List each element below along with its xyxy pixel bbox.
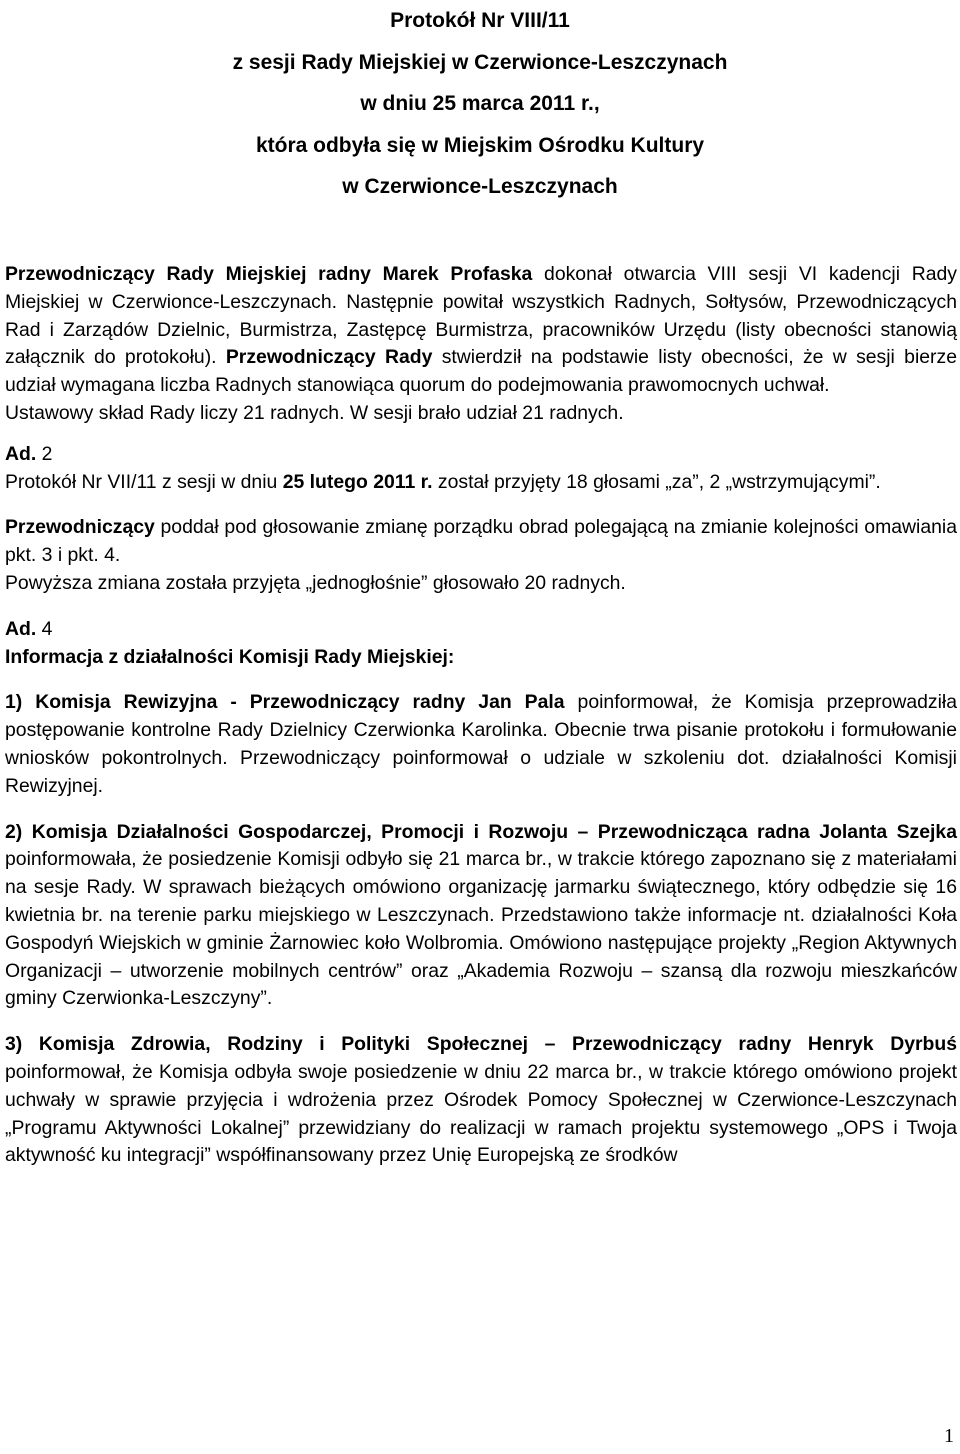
- title-line-3: w dniu 25 marca 2011 r.,: [360, 92, 600, 115]
- document-title: [0, 0, 960, 208]
- committee-2-paragraph: 2) Komisja Działalności Gospodarczej, Promocji i Rozwoju – Przewodnicząca radna Jolanta Szejka poinformowała, że posiedzenie Komisji odbyło się 21 marca br., w trakcie którego zapoznano się z materiałami na sesje Rady. W sprawach bieżących omówiono organizację jarmarku świątecznego, który odbędzie się 16 kwietnia br. na terenie parku miejskiego w Leszczynach. Przedstawiono także informacje nt. działalności Koła Gospodyń Wiejskich w gminie Żarnowiec koło Wolbromia. Omówiono następujące projekty „Region Aktywnych Organizacji – utworzenie mobilnych centrów” oraz „Akademia Rozwoju – szansą dla rozwoju mieszkańców gminy Czerwionka-Leszczyny”.: [5, 820, 957, 1010]
- opening-paragraph: [5, 261, 957, 400]
- ad4-subheading: Informacja z działalności Komisji Rady Miejskiej:: [5, 645, 455, 668]
- document-body: [5, 261, 957, 1170]
- ad2-heading: Ad. 2: [5, 442, 53, 465]
- title-line-1: Protokół Nr VIII/11: [390, 9, 570, 32]
- ad4-heading: Ad. 4: [5, 617, 53, 640]
- attendance-text: Ustawowy skład Rady liczy 21 radnych. W sesji brało udział 21 radnych.: [5, 401, 624, 424]
- order-vote-result: Powyższa zmiana została przyjęta „jednogłośnie” głosowało 20 radnych.: [5, 571, 626, 594]
- title-line-4: która odbyła się w Miejskim Ośrodku Kultury: [255, 133, 705, 157]
- ad2-date: 25 lutego 2011 r.: [282, 470, 433, 493]
- chairman-label: Przewodniczący Rady: [225, 346, 433, 369]
- committee-3-paragraph: 3) Komisja Zdrowia, Rodziny i Polityki Społecznej – Przewodniczący radny Henryk Dyrbuś poinformował, że Komisja odbyła swoje posiedzenie w dniu 22 marca br., w trakcie którego omówiono projekt uchwały w sprawie przyjęcia i wdrożenia przez Ośrodek Pomocy Społecznej w Czerwionce-Leszczynach „Programu Aktywności Lokalnej” przewidziany do realizacji w ramach projektu systemowego „OPS i Twoja aktywność ku integracji” współfinansowany przez Unię Europejską ze środków: [5, 1033, 957, 1167]
- order-change-paragraph: Przewodniczący poddał pod głosowanie zmianę porządku obrad polegającą na zmianie kolejności omawiania pkt. 3 i pkt. 4.: [5, 516, 957, 567]
- chairman-name: Przewodniczący Rady Miejskiej radny Marek Profaska: [5, 263, 533, 285]
- title-line-2: z sesji Rady Miejskiej w Czerwionce-Leszczynach: [232, 50, 728, 74]
- opening-text: dokonał otwarcia VIII sesji VI kadencji Rady Miejskiej w Czerwionce-Leszczynach. Następnie powitał wszystkich Radnych, Sołtysów, Przewodniczących Rad i Zarządów Dzielnic, Burmistrza, Zastępcę Burmistrza, pracowników Urzędu (listy obecności stanowią załącznik do protokołu).: [5, 263, 957, 369]
- committee-2-name: 2) Komisja Działalności Gospodarczej, Promocji i Rozwoju – Przewodnicząca radna Jolanta Szejka: [5, 820, 957, 843]
- ad2-paragraph: Protokół Nr VII/11 z sesji w dniu 25 lutego 2011 r. został przyjęty 18 głosami „za”, 2 „wstrzymującymi”.: [5, 470, 881, 493]
- title-line-5: w Czerwionce-Leszczynach: [342, 175, 618, 198]
- committee-3-name: 3) Komisja Zdrowia, Rodziny i Polityki Społecznej – Przewodniczący radny Henryk Dyrbuś: [5, 1033, 957, 1056]
- page-number: 1: [944, 1425, 954, 1447]
- committee-1-name: 1) Komisja Rewizyjna - Przewodniczący radny Jan Pala: [5, 691, 565, 714]
- quorum-text: stwierdził na podstawie listy obecności, że w sesji bierze udział wymagana liczba Radnych stanowiąca quorum do podejmowania prawomocnych uchwał.: [5, 346, 957, 397]
- committee-1-paragraph: 1) Komisja Rewizyjna - Przewodniczący radny Jan Pala poinformował, że Komisja przeprowadziła postępowanie kontrolne Rady Dzielnicy Czerwionka Karolinka. Obecnie trwa pisanie protokołu i formułowanie wniosków pokontrolnych. Przewodniczący poinformował o udziale w szkoleniu dot. działalności Komisji Rewizyjnej.: [5, 691, 957, 797]
